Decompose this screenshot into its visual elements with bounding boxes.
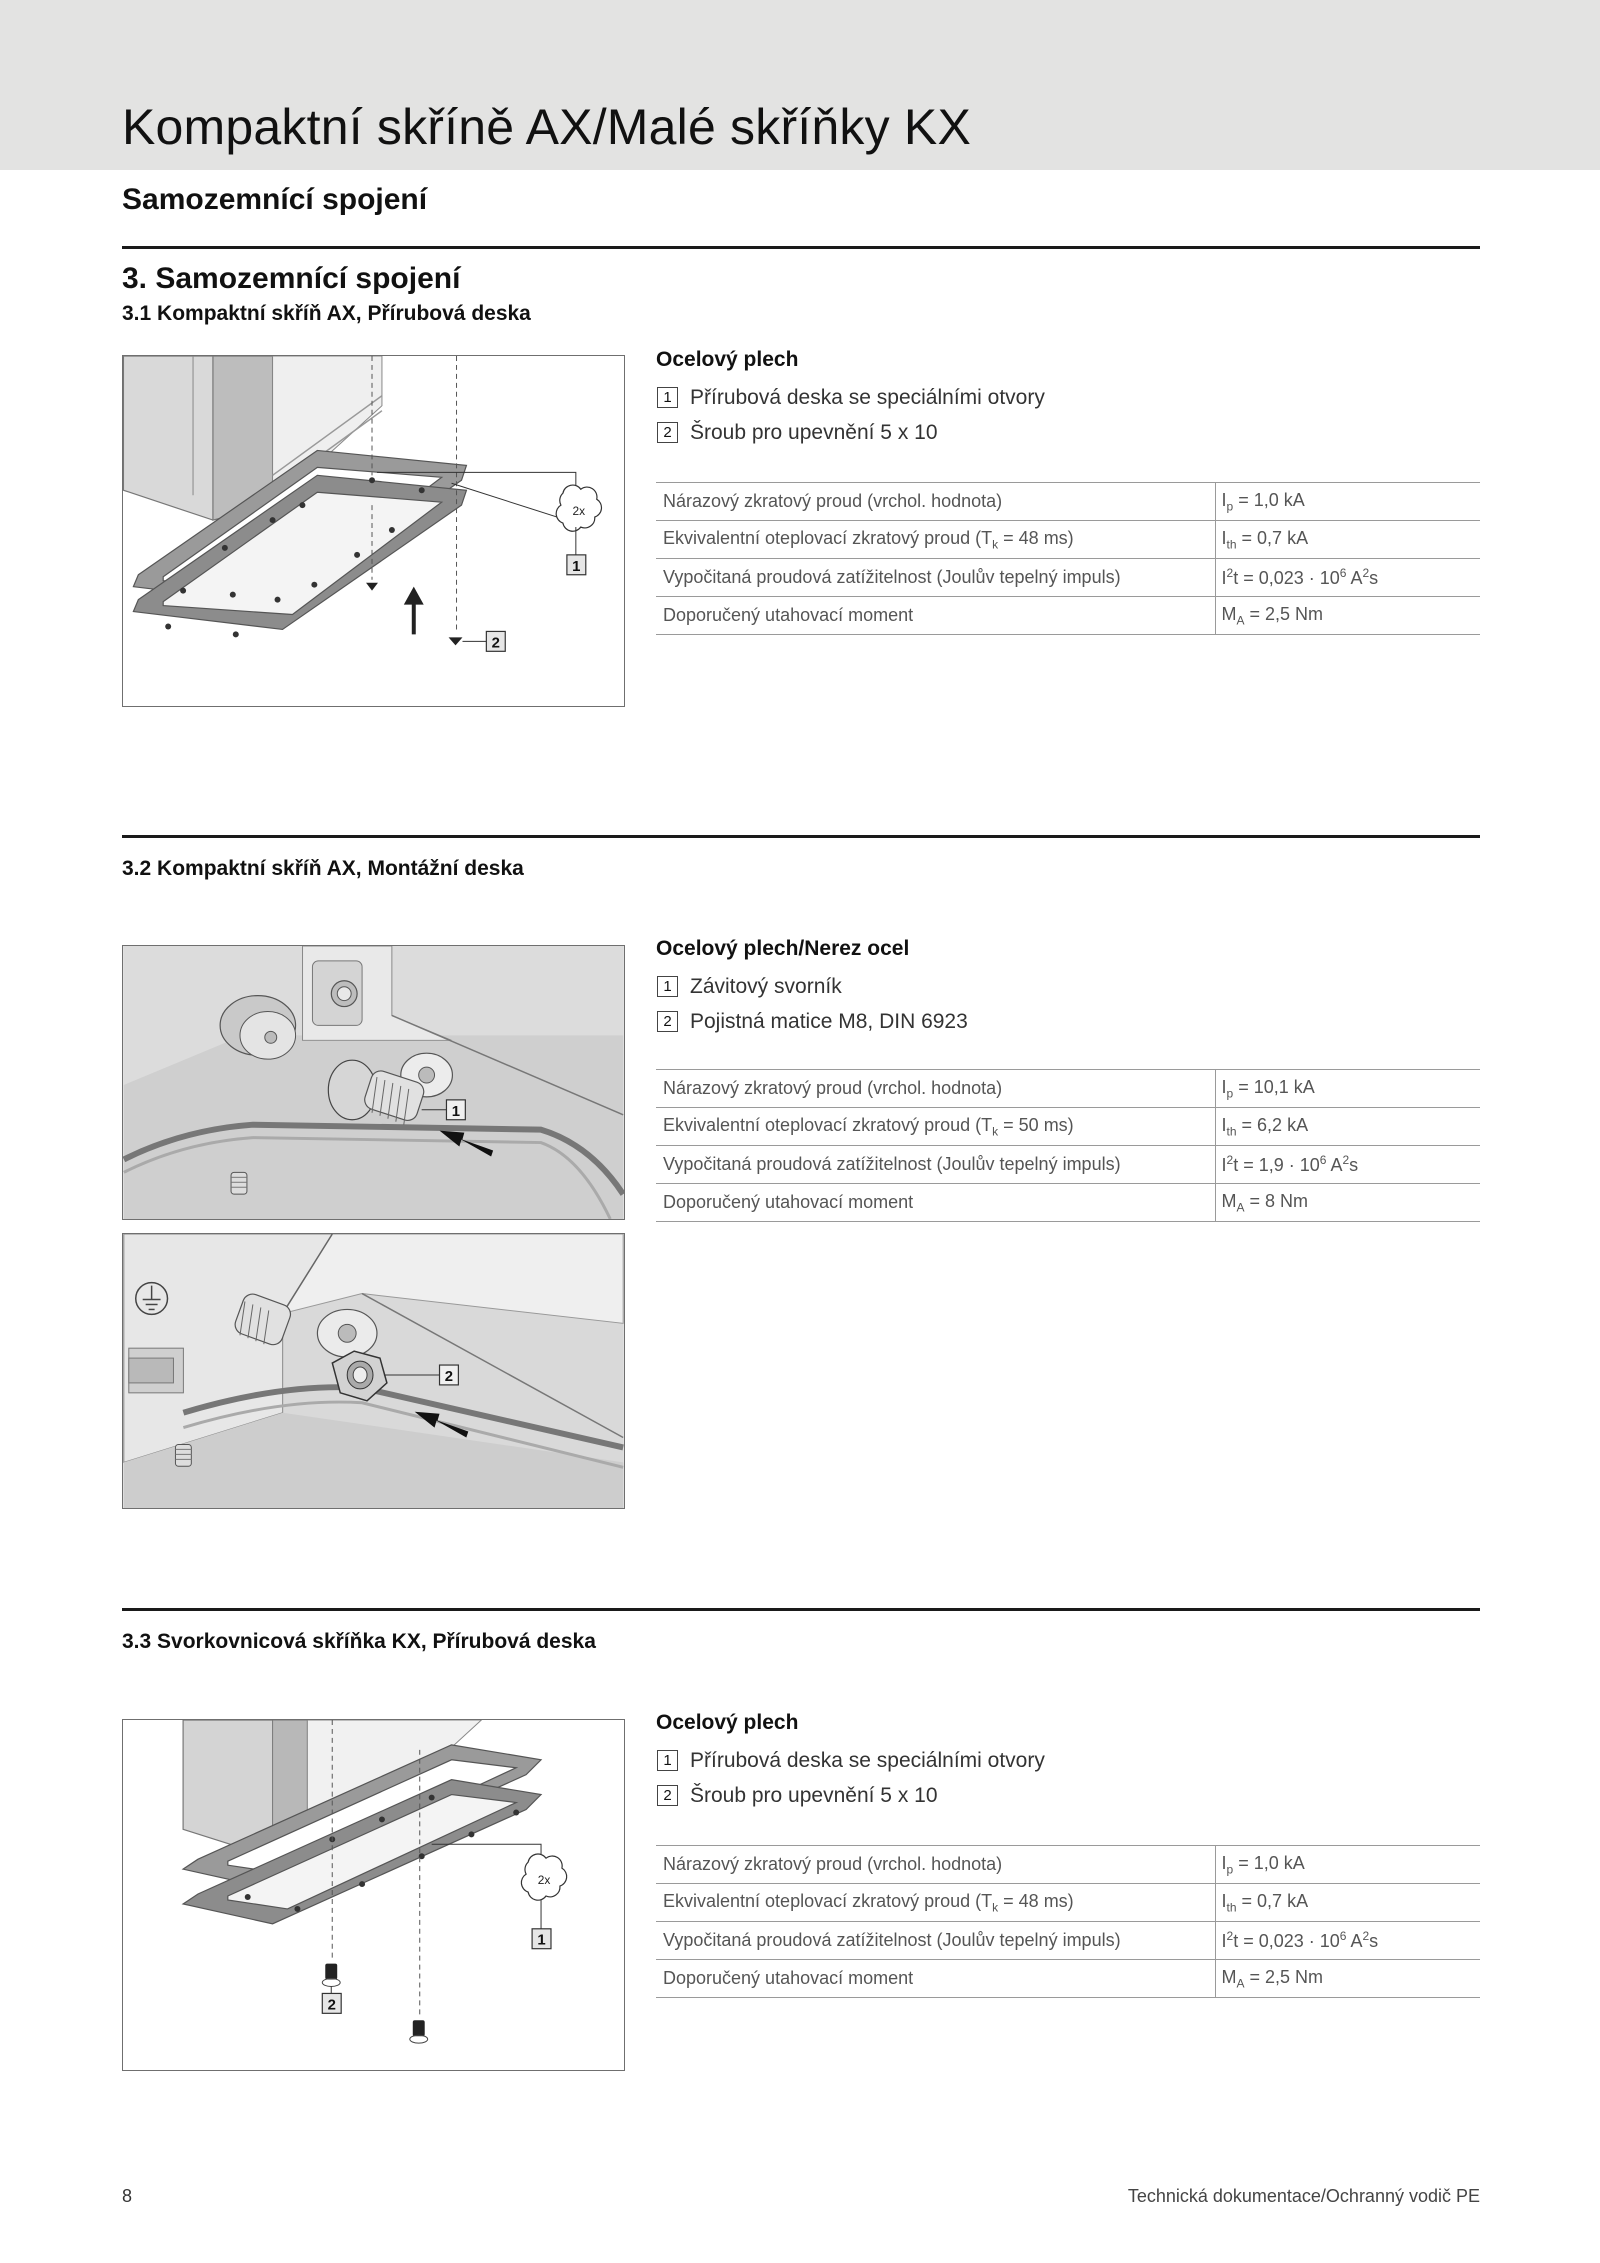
- figure-mounting-plate-stud: [122, 945, 625, 1220]
- footer-document-name: Technická dokumentace/Ochranný vodič PE: [1127, 2186, 1480, 2206]
- spec-value: $I_p = 1,0$ kA: [1215, 1846, 1480, 1884]
- section-heading: 3. Samozemnící spojení: [122, 262, 461, 295]
- spec-value: $M_A = 2,5$ Nm: [1215, 597, 1480, 635]
- subsection-heading-3-1: 3.1 Kompaktní skříň AX, Přírubová deska: [122, 302, 531, 325]
- table-row: [656, 1070, 1480, 1108]
- callout-number-2: 2: [491, 635, 500, 652]
- table-row: [656, 559, 1480, 597]
- spec-value: $I^2t = 0,023 \cdot 10^6$ $A^2s$: [1215, 559, 1480, 597]
- spec-label: Ekvivalentní oteplovací zkratový proud ($T_k = 50$ ms): [656, 1108, 1215, 1146]
- spec-value: $I_{th} = 0,7$ kA: [1215, 521, 1480, 559]
- legend-text: Šroub pro upevnění 5 x 10: [690, 420, 938, 444]
- table-row: [656, 1184, 1480, 1222]
- legend-item: [656, 1743, 1480, 1778]
- page-number: 8: [122, 2186, 133, 2206]
- legend-text: Šroub pro upevnění 5 x 10: [690, 1783, 938, 1807]
- legend-item: [656, 1004, 1480, 1039]
- legend-number: 2: [657, 1785, 678, 1806]
- legend-number: 2: [657, 422, 678, 443]
- spec-value: $M_A = 8$ Nm: [1215, 1184, 1480, 1222]
- spec-value: $M_A = 2,5$ Nm: [1215, 1960, 1480, 1998]
- legend-item: [656, 1778, 1480, 1813]
- subsection-info-3-2: [656, 937, 1480, 1039]
- spec-label: Ekvivalentní oteplovací zkratový proud ($T_k = 48$ ms): [656, 521, 1215, 559]
- multiplier-label: 2x: [537, 1873, 551, 1888]
- callout-number-2: 2: [444, 1368, 454, 1385]
- spec-label: Nárazový zkratový proud (vrchol. hodnota): [656, 483, 1215, 521]
- callout-number-1: 1: [451, 1103, 461, 1120]
- spec-value: $I_p = 1,0$ kA: [1215, 483, 1480, 521]
- legend-number: 1: [657, 387, 678, 408]
- legend-text: Přírubová deska se speciálními otvory: [690, 385, 1045, 409]
- page-title: Kompaktní skříně AX/Malé skříňky KX: [122, 99, 971, 155]
- material-label: Ocelový plech/Nerez ocel: [656, 937, 910, 960]
- material-label: Ocelový plech: [656, 348, 799, 371]
- spec-value: $I^2t = 0,023 \cdot 10^6$ $A^2s$: [1215, 1922, 1480, 1960]
- table-row: [656, 597, 1480, 635]
- threaded-stud-illustration: [123, 946, 624, 1219]
- spec-label: Nárazový zkratový proud (vrchol. hodnota): [656, 1846, 1215, 1884]
- divider: [122, 246, 1480, 249]
- callout-number-1: 1: [572, 558, 581, 575]
- figure-flange-plate-ax: [122, 355, 625, 707]
- divider: [122, 1608, 1480, 1611]
- subsection-info-3-3: [656, 1711, 1480, 1813]
- spec-label: Doporučený utahovací moment: [656, 1184, 1215, 1222]
- spec-value: $I_p = 10,1$ kA: [1215, 1070, 1480, 1108]
- figure-flange-plate-kx: [122, 1719, 625, 2071]
- divider: [122, 835, 1480, 838]
- locking-nut-illustration: [123, 1234, 624, 1508]
- table-row: [656, 483, 1480, 521]
- spec-label: Ekvivalentní oteplovací zkratový proud ($T_k = 48$ ms): [656, 1884, 1215, 1922]
- spec-value: $I_{th} = 0,7$ kA: [1215, 1884, 1480, 1922]
- table-row: [656, 1922, 1480, 1960]
- table-row: [656, 1960, 1480, 1998]
- figure-mounting-plate-nut: [122, 1233, 625, 1509]
- material-label: Ocelový plech: [656, 1711, 799, 1734]
- spec-table-3-2: [656, 1069, 1480, 1222]
- spec-label: Doporučený utahovací moment: [656, 1960, 1215, 1998]
- subsection-heading-3-3: 3.3 Svorkovnicová skříňka KX, Přírubová deska: [122, 1630, 596, 1653]
- page-subtitle: Samozemnící spojení: [122, 183, 428, 216]
- spec-label: Vypočitaná proudová zatížitelnost (Joulův tepelný impuls): [656, 1146, 1215, 1184]
- table-row: [656, 1108, 1480, 1146]
- spec-table-3-1: [656, 482, 1480, 635]
- multiplier-label: 2x: [572, 504, 586, 519]
- spec-value: $I^2t = 1,9 \cdot 10^6$ $A^2s$: [1215, 1146, 1480, 1184]
- callout-number-1: 1: [537, 1932, 546, 1949]
- table-row: [656, 1846, 1480, 1884]
- spec-value: $I_{th} = 6,2$ kA: [1215, 1108, 1480, 1146]
- flange-plate-illustration: [123, 356, 624, 706]
- spec-label: Vypočitaná proudová zatížitelnost (Joulův tepelný impuls): [656, 1922, 1215, 1960]
- flange-plate-kx-illustration: [123, 1720, 624, 2070]
- legend-number: 2: [657, 1011, 678, 1032]
- spec-label: Vypočitaná proudová zatížitelnost (Joulův tepelný impuls): [656, 559, 1215, 597]
- table-row: [656, 1884, 1480, 1922]
- spec-label: Nárazový zkratový proud (vrchol. hodnota): [656, 1070, 1215, 1108]
- legend-number: 1: [657, 976, 678, 997]
- legend-item: [656, 969, 1480, 1004]
- legend-number: 1: [657, 1750, 678, 1771]
- legend-text: Přírubová deska se speciálními otvory: [690, 1748, 1045, 1772]
- legend-item: [656, 415, 1480, 450]
- legend-item: [656, 380, 1480, 415]
- table-row: [656, 1146, 1480, 1184]
- spec-label: Doporučený utahovací moment: [656, 597, 1215, 635]
- legend-text: Závitový svorník: [690, 974, 842, 998]
- subsection-heading-3-2: 3.2 Kompaktní skříň AX, Montážní deska: [122, 857, 524, 880]
- callout-number-2: 2: [327, 1997, 336, 2014]
- subsection-info-3-1: [656, 348, 1480, 450]
- spec-table-3-3: [656, 1845, 1480, 1998]
- legend-text: Pojistná matice M8, DIN 6923: [690, 1009, 968, 1033]
- table-row: [656, 521, 1480, 559]
